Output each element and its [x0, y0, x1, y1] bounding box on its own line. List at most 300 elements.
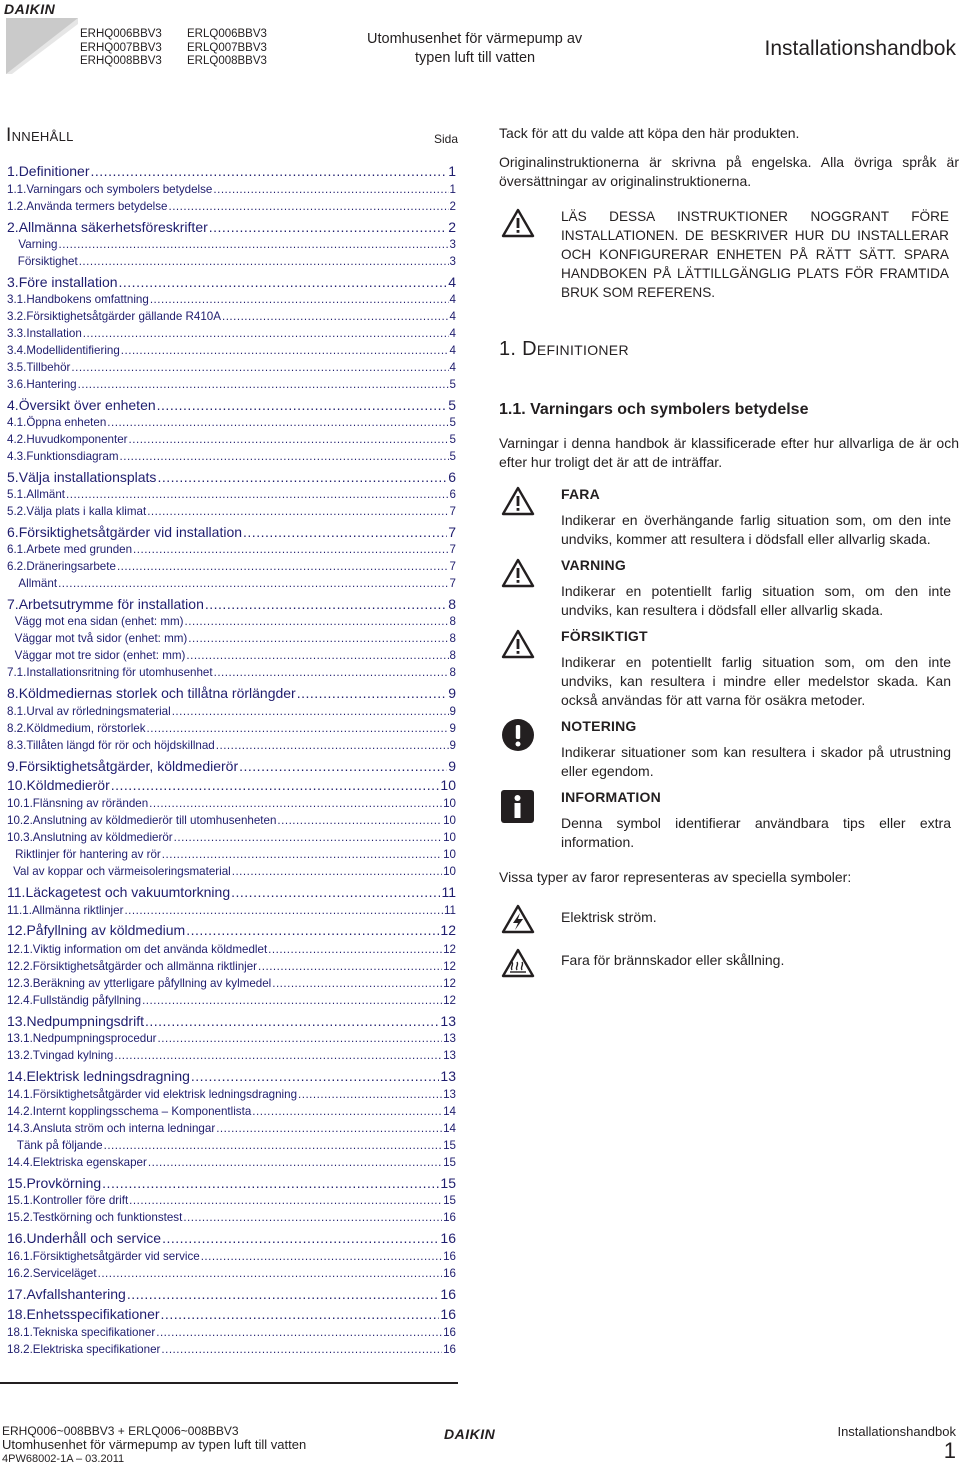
toc-entry-label: Arbete med grunden [26, 543, 133, 556]
toc-entry[interactable] [0, 1088, 460, 1101]
toc-leader-dots [222, 310, 449, 323]
toc-entry-page: 16 [443, 1250, 456, 1263]
toc-entry-label: Ansluta ström och interna ledningar [32, 1122, 216, 1135]
toc-entry-label: Väggar mot två sidor (enhet: mm) [14, 632, 188, 645]
toc-leader-dots [156, 1326, 442, 1339]
toc-entry-page: 7 [449, 543, 456, 556]
toc-leader-dots [107, 416, 448, 429]
toc-entry-page: 15 [443, 1139, 456, 1152]
model-code: ERHQ007BBV3 [80, 41, 162, 54]
toc-entry-number: 3.5. [7, 361, 27, 374]
toc-entry-label: Viktig information om det använda köldmedlet [32, 943, 268, 956]
toc-entry[interactable] [0, 705, 460, 718]
toc-entry[interactable] [0, 865, 460, 878]
toc-entry-label: Elektrisk ledningsdragning [26, 1068, 190, 1084]
toc-entry[interactable] [0, 1013, 460, 1029]
toc-entry[interactable] [0, 596, 460, 612]
toc-leader-dots [201, 1250, 442, 1263]
symbol-title-information: INFORMATION [561, 789, 661, 805]
toc-entry-page: 10 [443, 831, 456, 844]
toc-leader-dots [272, 977, 442, 990]
toc-entry[interactable] [0, 1156, 460, 1169]
toc-entry[interactable] [0, 666, 460, 679]
toc-entry-label: Riktlinjer för hantering av rör [15, 848, 161, 861]
toc-entry[interactable] [0, 1286, 460, 1302]
toc-entry[interactable] [0, 1139, 460, 1152]
toc-entry-label: Dräneringsarbete [26, 560, 116, 573]
toc-entry-page: 9 [449, 739, 456, 752]
toc-entry-page: 4 [449, 361, 456, 374]
toc-entry-page: 3 [449, 255, 456, 268]
toc-entry[interactable] [0, 1250, 460, 1263]
toc-entry[interactable] [0, 433, 460, 446]
toc-entry[interactable] [0, 344, 460, 357]
model-code: ERLQ008BBV3 [187, 55, 267, 67]
toc-leader-dots [191, 1068, 440, 1084]
toc-entry-page: 5 [448, 397, 456, 413]
toc-entry-number: 13. [7, 1013, 27, 1029]
toc-entry-label: Testkörning och funktionstest [32, 1211, 183, 1224]
toc-entry-number: 3.6. [7, 378, 27, 391]
toc-entry[interactable] [0, 943, 460, 956]
toc-entry-page: 14 [443, 1122, 456, 1135]
toc-leader-dots [145, 1013, 439, 1029]
toc-entry-label: Anslutning av köldmedierör [32, 831, 173, 844]
toc-entry[interactable] [0, 977, 460, 990]
model-code: ERLQ007BBV3 [187, 41, 267, 54]
toc-leader-dots [58, 577, 448, 590]
toc-entry-number: 12.2. [7, 960, 33, 973]
toc-entry-page: 1 [448, 163, 456, 179]
toc-entry-number: 8.1. [7, 705, 27, 718]
toc-entry-number: 11.1. [7, 904, 32, 917]
toc-entry-label: Underhåll och service [26, 1230, 162, 1246]
toc-entry[interactable] [0, 293, 460, 306]
toc-entry[interactable] [0, 361, 460, 374]
toc-entry-page: 12 [443, 960, 456, 973]
table-of-contents [0, 125, 460, 1356]
toc-entry-number: 1. [7, 163, 19, 179]
toc-entry-number: 3.2. [7, 310, 27, 323]
toc-leader-dots [149, 797, 442, 810]
toc-entry-label: Anslutning av köldmedierör till utomhusenheten [32, 814, 277, 827]
symbol-text-warning: Indikerar en potentiellt farlig situation som, om den inte undviks, kan resultera i dödsfall eller allvarlig skada. [561, 583, 951, 618]
toc-entry-number: 16.2. [7, 1267, 33, 1280]
toc-entry-page: 4 [449, 310, 456, 323]
toc-entry[interactable] [0, 758, 460, 774]
toc-entry[interactable] [0, 1326, 460, 1339]
toc-entry-page: 13 [440, 1068, 456, 1084]
symbol-text-caution: Indikerar en potentiellt farlig situation som, om den inte undviks, kan resultera i mindre eller medelstor skada. Kan också användas för att varna för osäkra metoder. [561, 654, 951, 708]
toc-entry-page: 5 [449, 433, 456, 446]
toc-leader-dots [172, 705, 449, 718]
toc-entry[interactable] [0, 960, 460, 973]
toc-entry-label: Installation [26, 327, 82, 340]
toc-entry-number: 11. [7, 884, 26, 900]
caution-triangle-icon [501, 629, 535, 659]
toc-entry-label: Avfallshantering [26, 1286, 126, 1302]
toc-entry[interactable] [0, 505, 460, 518]
toc-entry[interactable] [0, 1267, 460, 1280]
toc-bottom-rule [0, 1382, 458, 1384]
toc-entry-label: Använda termers betydelse [26, 200, 168, 213]
toc-leader-dots [243, 524, 447, 540]
model-list-erlq [187, 28, 267, 69]
toc-entry[interactable] [0, 310, 460, 323]
toc-entry-number: 9. [7, 758, 19, 774]
toc-entry-page: 4 [449, 293, 456, 306]
toc-leader-dots [216, 739, 449, 752]
symbol-title-caution: FÖRSIKTIGT [561, 628, 648, 644]
toc-entry-page: 16 [443, 1267, 456, 1280]
toc-entry-label: Serviceläget [32, 1267, 97, 1280]
toc-entry[interactable] [0, 327, 460, 340]
toc-entry-page: 16 [440, 1306, 456, 1322]
toc-entry-label: Allmänna riktlinjer [31, 904, 124, 917]
read-instructions-warning: LÄS DESSA INSTRUKTIONER NOGGRANT FÖRE INSTALLATIONEN. DE BESKRIVER HUR DU INSTALLERAR OCH KONFIGURERAR ENHETEN PÅ RÄTT SÄTT. SPARA HANDBOKEN PÅ LÄTTILLGÄNGLIG PLATS FÖR FRAMTIDA BRUK SOM REFERENS. [561, 209, 949, 300]
toc-entry-page: 13 [440, 1013, 456, 1029]
toc-entry-number: 7.1. [7, 666, 27, 679]
toc-entry-number: 4.2. [7, 433, 27, 446]
toc-entry-label: Vägg mot ena sidan (enhet: mm) [14, 615, 184, 628]
toc-entry-label: Nedpumpningsdrift [26, 1013, 144, 1029]
special-text-hot: Fara för brännskador eller skållning. [561, 952, 785, 968]
toc-entry[interactable] [0, 378, 460, 391]
toc-entry[interactable] [0, 200, 460, 213]
toc-leader-dots [183, 1211, 442, 1224]
special-text-electric: Elektrisk ström. [561, 909, 657, 925]
toc-leader-dots [188, 632, 448, 645]
toc-entry-page: 2 [448, 219, 456, 235]
toc-entry-number: 14. [7, 1068, 27, 1084]
toc-entry-label: Internt kopplingsschema – Komponentlista [32, 1105, 252, 1118]
toc-entry-number: 10.3. [7, 831, 33, 844]
toc-entry-label: Välja plats i kalla klimat [26, 505, 147, 518]
toc-entry[interactable] [0, 163, 460, 179]
toc-entry-number: 16.1. [7, 1250, 33, 1263]
section-heading-definitions: 1. Definitioner [499, 338, 629, 360]
toc-leader-dots [214, 666, 449, 679]
toc-leader-dots [129, 1194, 442, 1207]
toc-entry-label: Allmänt [18, 577, 58, 590]
toc-entry[interactable] [0, 1122, 460, 1135]
toc-entry-label: Köldmedium, rörstorlek [26, 722, 146, 735]
toc-entry-label: Välja installationsplats [18, 469, 157, 485]
model-code: ERHQ008BBV3 [80, 55, 162, 67]
toc-entry-page: 9 [448, 758, 456, 774]
toc-entry[interactable] [0, 543, 460, 556]
toc-entry-number: 7. [7, 596, 19, 612]
toc-entry-number: 14.4. [7, 1156, 33, 1169]
toc-entry-number: 14.1. [7, 1088, 33, 1101]
toc-entry-label: Översikt över enheten [18, 397, 156, 413]
toc-leader-dots [119, 274, 448, 290]
toc-leader-dots [174, 831, 442, 844]
toc-entry-number: 4.1. [7, 416, 27, 429]
toc-entry[interactable] [0, 1049, 460, 1062]
toc-entry-number: 2. [7, 219, 19, 235]
toc-entry-label: Modellidentifiering [26, 344, 120, 357]
toc-entry-label: Allmänna säkerhetsföreskrifter [18, 219, 208, 235]
toc-entry-number: 3.1. [7, 293, 27, 306]
toc-entry[interactable] [0, 397, 460, 413]
toc-entry-label: Tillåten längd för rör och höjdskillnad [26, 739, 215, 752]
toc-entry-page: 12 [443, 943, 456, 956]
toc-entry-page: 5 [449, 378, 456, 391]
toc-entry-number: 10.1. [7, 797, 33, 810]
toc-entry-page: 16 [443, 1326, 456, 1339]
toc-entry[interactable] [0, 1306, 460, 1322]
classification-intro: Varningar i denna handbok är klassificerade efter hur allvarliga de är och efter hur troligt det är att de inträffar. [499, 435, 959, 470]
toc-leader-dots [157, 469, 447, 485]
toc-entry-page: 8 [449, 666, 456, 679]
toc-entry-label: Försiktighetsåtgärder och allmänna riktlinjer [32, 960, 258, 973]
toc-entry[interactable] [0, 1175, 460, 1191]
toc-entry-page: 9 [449, 722, 456, 735]
toc-entry[interactable] [0, 1194, 460, 1207]
toc-entry-number: 6. [7, 524, 19, 540]
toc-entry-page: 16 [440, 1230, 456, 1246]
toc-entry-page: 16 [443, 1343, 456, 1356]
toc-entry[interactable] [0, 922, 460, 938]
toc-entry[interactable] [0, 274, 460, 290]
footer-subtitle: Utomhusenhet för värmepump av typen luft till vatten [2, 1437, 307, 1452]
toc-entry[interactable] [0, 1068, 460, 1084]
toc-entry-page: 10 [443, 814, 456, 827]
toc-entry[interactable] [0, 469, 460, 485]
toc-leader-dots [268, 943, 442, 956]
toc-entry-label: Definitioner [18, 163, 90, 179]
subsection-heading-symbols: 1.1. Varningars och symbolers betydelse [499, 401, 809, 418]
toc-entry-label: Före installation [18, 274, 118, 290]
toc-leader-dots [213, 183, 448, 196]
toc-entry[interactable] [0, 615, 460, 628]
toc-entry-number: 6.2. [7, 560, 27, 573]
toc-entry[interactable] [0, 1230, 460, 1246]
toc-entry-label: Fullständig påfyllning [32, 994, 142, 1007]
toc-leader-dots [232, 865, 442, 878]
toc-entry[interactable] [0, 632, 460, 645]
toc-entry[interactable] [0, 238, 460, 251]
toc-entry-page: 5 [449, 450, 456, 463]
toc-entry-label: Allmänt [26, 488, 66, 501]
toc-entry-number: 18. [7, 1306, 27, 1322]
toc-entry-page: 6 [448, 469, 456, 485]
notice-exclamation-icon [501, 718, 535, 752]
symbol-text-danger: Indikerar en överhängande farlig situation som, om den inte undviks, kommer att resultera i dödsfall eller allvarlig skada. [561, 512, 951, 547]
toc-entry-number: 5. [7, 469, 19, 485]
toc-entry-number: 5.2. [7, 505, 27, 518]
toc-entry-label: Tillbehör [26, 361, 71, 374]
toc-entry-label: Hantering [26, 378, 77, 391]
toc-leader-dots [168, 200, 448, 213]
toc-entry[interactable] [0, 649, 460, 662]
toc-entry-label: Urval av rörledningsmaterial [26, 705, 171, 718]
toc-entry-page: 10 [443, 797, 456, 810]
toc-entry[interactable] [0, 797, 460, 810]
toc-entry[interactable] [0, 183, 460, 196]
toc-entry[interactable] [0, 1105, 460, 1118]
toc-entry-number: 17. [7, 1286, 27, 1302]
toc-entry[interactable] [0, 831, 460, 844]
toc-leader-dots [252, 1105, 442, 1118]
toc-entry-label: Försiktighet [17, 255, 78, 268]
toc-entry[interactable] [0, 577, 460, 590]
toc-leader-dots [157, 397, 448, 413]
footer-left [2, 1424, 306, 1463]
toc-entry-label: Försiktighetsåtgärder vid service [32, 1250, 200, 1263]
electric-shock-icon [501, 904, 535, 934]
toc-entry-number: 4.3. [7, 450, 27, 463]
toc-entry[interactable] [0, 994, 460, 1007]
toc-entry-page: 4 [449, 344, 456, 357]
toc-leader-dots [120, 450, 449, 463]
toc-leader-dots [298, 1088, 442, 1101]
toc-leader-dots [127, 1286, 440, 1302]
toc-entry-label: Installationsritning för utomhusenhet [26, 666, 213, 679]
toc-entry-label: Försiktighetsåtgärder vid elektrisk ledningsdragning [32, 1088, 298, 1101]
toc-leader-dots [216, 1122, 442, 1135]
toc-entry-page: 10 [443, 865, 456, 878]
toc-entry[interactable] [0, 1343, 460, 1356]
toc-entry-page: 8 [449, 615, 456, 628]
toc-entry-number: 12.4. [7, 994, 33, 1007]
footer-models: ERHQ006~008BBV3 + ERLQ006~008BBV3 [2, 1424, 239, 1438]
toc-leader-dots [102, 1175, 439, 1191]
toc-leader-dots [142, 994, 442, 1007]
toc-entry[interactable] [0, 560, 460, 573]
toc-entry-page: 4 [449, 327, 456, 340]
toc-entry-number: 15.1. [7, 1194, 33, 1207]
toc-leader-dots [117, 560, 449, 573]
toc-entry-number: 13.2. [7, 1049, 33, 1062]
warning-triangle-icon [501, 208, 535, 238]
toc-entry-number: 8.3. [7, 739, 27, 752]
toc-entry-number: 15. [7, 1175, 27, 1191]
toc-leader-dots [158, 1032, 443, 1045]
toc-entry-number: 8. [7, 685, 19, 701]
toc-entry-number: 1.2. [7, 200, 27, 213]
toc-entry[interactable] [0, 488, 460, 501]
toc-entry-page: 16 [440, 1286, 456, 1302]
toc-entry-page: 12 [443, 977, 456, 990]
toc-entry[interactable] [0, 255, 460, 268]
symbol-text-information: Denna symbol identifierar användbara tips eller extra information. [561, 815, 951, 850]
toc-entry-label: Påfyllning av köldmedium [26, 922, 186, 938]
svg-text:DAIKIN: DAIKIN [444, 1427, 496, 1441]
toc-entry[interactable] [0, 848, 460, 861]
toc-entry-page: 3 [449, 238, 456, 251]
toc-entry-label: Elektriska specifikationer [32, 1343, 161, 1356]
toc-entry-page: 13 [443, 1049, 456, 1062]
toc-entry-label: Tvingad kylning [32, 1049, 114, 1062]
toc-entry-label: Köldmedierör [26, 777, 110, 793]
toc-entry-page: 6 [449, 488, 456, 501]
page-header [0, 0, 960, 78]
toc-entry-page: 13 [443, 1088, 456, 1101]
symbol-title-danger: FARA [561, 486, 600, 502]
toc-leader-dots [185, 615, 449, 628]
toc-entry-page: 11 [443, 904, 456, 917]
toc-entry[interactable] [0, 1032, 460, 1045]
toc-leader-dots [147, 722, 449, 735]
toc-entry-number: 10.2. [7, 814, 33, 827]
toc-entry-page: 12 [440, 922, 456, 938]
toc-entry[interactable] [0, 450, 460, 463]
toc-entry[interactable] [0, 416, 460, 429]
toc-entry[interactable] [0, 777, 460, 793]
toc-leader-dots [162, 1230, 439, 1246]
toc-entry-page: 4 [448, 274, 456, 290]
toc-entry[interactable] [0, 814, 460, 827]
toc-entry-label: Flänsning av röränden [32, 797, 149, 810]
toc-entry-page: 10 [443, 848, 456, 861]
toc-entry-label: Provkörning [26, 1175, 102, 1191]
toc-leader-dots [121, 344, 449, 357]
toc-entry-label: Enhetsspecifikationer [26, 1306, 160, 1322]
toc-leader-dots [78, 378, 449, 391]
toc-leader-dots [71, 361, 448, 374]
toc-leader-dots [148, 1156, 442, 1169]
toc-entry-label: Varningars och symbolers betydelse [26, 183, 213, 196]
model-list-erhq [80, 28, 162, 69]
toc-entry-label: Försiktighetsåtgärder, köldmedierör [18, 758, 239, 774]
toc-entry[interactable] [0, 739, 460, 752]
header-title: Installationshandbok [764, 37, 956, 60]
toc-entry[interactable] [0, 524, 460, 540]
toc-entry-page: 15 [443, 1194, 456, 1207]
toc-entry-label: Varning [18, 238, 58, 251]
danger-triangle-icon [501, 486, 535, 516]
toc-entry-number: 4. [7, 397, 19, 413]
toc-entry-page: 9 [449, 705, 456, 718]
toc-entry-label: Funktionsdiagram [26, 450, 119, 463]
toc-entry[interactable] [0, 722, 460, 735]
toc-entry-page: 16 [443, 1211, 456, 1224]
hot-surface-icon [501, 948, 535, 978]
toc-entry-number: 3.3. [7, 327, 27, 340]
toc-entry-number: 1.1. [7, 183, 27, 196]
page-footer [0, 1420, 960, 1463]
model-code: ERHQ006BBV3 [80, 28, 162, 40]
toc-entry-label: Läckagetest och vakuumtorkning [25, 884, 231, 900]
toc-entry[interactable] [0, 685, 460, 701]
toc-leader-dots [231, 884, 440, 900]
toc-leader-dots [209, 219, 447, 235]
toc-entry[interactable] [0, 1211, 460, 1224]
toc-entry-number: 15.2. [7, 1211, 33, 1224]
header-subtitle: Utomhusenhet för värmepump av typen luft till vatten [367, 31, 583, 66]
toc-entry-page: 8 [448, 596, 456, 612]
toc-leader-dots [161, 1306, 440, 1322]
information-icon [501, 790, 534, 823]
toc-entry[interactable] [0, 884, 460, 900]
toc-entry-page: 7 [448, 524, 456, 540]
toc-entry-page: 1 [449, 183, 456, 196]
svg-text:DAIKIN: DAIKIN [4, 1, 56, 17]
toc-leader-dots [186, 922, 439, 938]
toc-entry-label: Köldmediernas storlek och tillåtna rörlängder [18, 685, 296, 701]
toc-leader-dots [277, 814, 442, 827]
toc-leader-dots [133, 543, 449, 556]
toc-entry-page: 7 [449, 577, 456, 590]
toc-entry-page: 2 [449, 200, 456, 213]
footer-doc-code: 4PW68002-1A – 03.2011 [2, 1453, 125, 1463]
toc-leader-dots [161, 1343, 442, 1356]
toc-entry[interactable] [0, 904, 460, 917]
toc-leader-dots [114, 1049, 442, 1062]
toc-entry[interactable] [0, 219, 460, 235]
